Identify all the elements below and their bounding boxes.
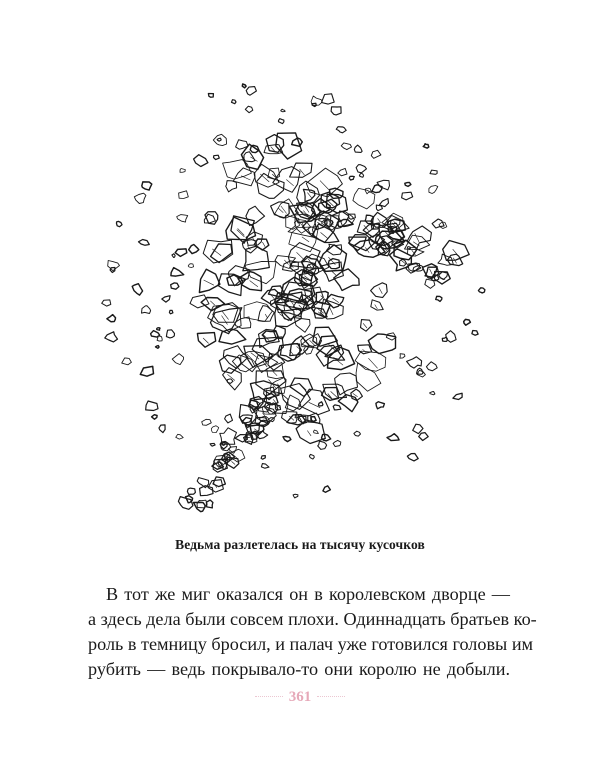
fragment-shape <box>223 368 242 390</box>
fragment-shape <box>194 502 206 511</box>
fragment-shape <box>177 215 188 223</box>
fragment-shape <box>201 298 225 311</box>
fragment-shape <box>279 119 284 124</box>
fragment-crack <box>368 358 377 368</box>
fragment-shape <box>423 144 429 148</box>
fragment-crack <box>232 461 236 464</box>
fragment-shape <box>464 319 471 325</box>
fragment-shape <box>146 401 158 411</box>
fragment-shape <box>203 240 233 263</box>
fragment-shape <box>354 145 362 152</box>
fragment-shape <box>309 454 314 459</box>
fragment-shape <box>171 283 179 289</box>
paragraph-line: рубить — ведь покрывало-то они королю не добыли. <box>88 659 510 679</box>
fragment-shape <box>439 272 448 280</box>
fragment-shape <box>321 299 344 319</box>
fragment-shape <box>400 354 405 359</box>
fragment-shape <box>292 138 303 146</box>
fragment-shape <box>117 221 123 226</box>
fragment-crack <box>300 384 306 390</box>
fragment-crack <box>332 298 338 303</box>
fragment-shape <box>169 310 173 313</box>
fragment-crack <box>260 174 269 182</box>
fragment-crack <box>375 305 378 309</box>
fragment-shape <box>261 456 265 460</box>
fragment-shape <box>152 415 158 420</box>
fragment-shape <box>199 269 220 292</box>
fragment-shape <box>426 362 437 371</box>
fragment-shape <box>293 494 298 498</box>
fragment-shape <box>217 138 221 141</box>
fragment-crack <box>286 180 293 186</box>
fragment-crack <box>241 176 250 180</box>
fragment-crack <box>265 314 268 318</box>
fragment-shape <box>140 366 153 376</box>
fragment-shape <box>246 206 265 225</box>
fragment-shape <box>211 426 218 433</box>
fragment-shape <box>281 109 285 112</box>
fragment-shape <box>250 145 259 152</box>
fragment-shape <box>376 402 385 409</box>
fragment-shape <box>102 300 111 306</box>
fragment-crack <box>320 181 330 191</box>
fragment-shape <box>179 191 189 199</box>
fragment-shape <box>407 357 422 368</box>
fragment-shape <box>323 486 331 492</box>
fragment-shape <box>430 392 435 395</box>
fragment-shape <box>334 269 360 291</box>
fragment-crack <box>297 252 306 260</box>
fragment-crack <box>262 242 265 247</box>
fragment-shape <box>402 192 413 200</box>
fragment-shape <box>176 434 184 439</box>
fragment-shape <box>306 168 342 197</box>
fragment-crack <box>222 311 229 320</box>
fragment-shape <box>355 351 386 371</box>
fragment-shape <box>429 186 438 194</box>
fragment-shape <box>361 320 372 332</box>
fragment-shape <box>132 284 142 295</box>
fragment-shape <box>139 240 150 246</box>
fragment-shape <box>134 193 146 203</box>
fragment-shape <box>338 168 347 175</box>
page-number: 361 <box>288 689 312 705</box>
fragment-shape <box>244 152 255 162</box>
fragment-crack <box>302 237 309 242</box>
fragment-shape <box>419 433 429 441</box>
fragment-shape <box>341 143 351 150</box>
fragment-shape <box>189 245 199 254</box>
fragment-shape <box>472 331 478 336</box>
fragment-crack <box>237 230 245 237</box>
fragment-shape <box>322 434 331 441</box>
fragment-crack <box>378 218 381 222</box>
fragment-shape <box>188 264 193 268</box>
fragment-shape <box>371 150 381 158</box>
fragment-shape <box>261 464 269 469</box>
fragment-shape <box>368 334 395 354</box>
fragment-shape <box>394 240 417 260</box>
fragment-crack <box>379 288 382 294</box>
fragment-shape <box>171 268 184 277</box>
fragment-shape <box>413 424 423 433</box>
fragment-shape <box>354 431 361 436</box>
fragment-shape <box>157 336 162 341</box>
fragment-shape <box>453 393 462 399</box>
fragment-shape <box>175 249 187 257</box>
fragment-shape <box>311 417 316 422</box>
fragment-shape <box>122 358 132 365</box>
fragment-shape <box>107 315 116 322</box>
fragment-shape <box>180 169 185 173</box>
fragment-shape <box>349 176 354 180</box>
fragment-shape <box>425 279 435 288</box>
fragment-crack <box>363 323 367 328</box>
fragment-shape <box>407 454 418 461</box>
fragment-shape <box>371 283 388 298</box>
fragment-crack <box>203 338 209 343</box>
fragment-shape <box>213 134 226 145</box>
fragment-crack <box>238 228 245 235</box>
fragment-shape <box>211 244 233 263</box>
fragment-shape <box>243 246 269 270</box>
fragment-shape <box>162 296 170 302</box>
fragment-shape <box>372 185 382 193</box>
fragment-shape <box>232 100 237 104</box>
fragment-shape <box>159 425 165 433</box>
fragment-shape <box>210 443 215 446</box>
fragment-shape <box>436 296 442 301</box>
fragment-crack <box>430 269 433 274</box>
fragment-shape <box>225 414 233 423</box>
fragment-shape <box>142 306 151 314</box>
shatter-drawing <box>95 55 495 520</box>
paragraph-line: а здесь дела были совсем плохи. Одиннадцать братьев ко- <box>88 609 537 629</box>
fragment-shape <box>157 328 160 331</box>
fragment-shape <box>290 378 312 396</box>
fragment-crack <box>415 233 419 242</box>
fragment-shape <box>359 173 363 177</box>
illustration-caption: Ведьма разлетелась на тысячу кусочков <box>175 537 425 552</box>
fragment-shape <box>172 254 175 258</box>
fragment-shape <box>227 379 233 383</box>
fragment-shape <box>281 310 294 321</box>
fragment-crack <box>250 281 258 287</box>
fragment-shape <box>333 440 341 446</box>
fragment-shape <box>331 107 341 115</box>
fragment-crack <box>307 431 311 436</box>
fragment-shape <box>478 288 485 293</box>
page-number-ornament <box>255 686 346 706</box>
fragment-shape <box>202 419 212 425</box>
fragment-shape <box>194 155 208 167</box>
fragment-shape <box>283 437 291 442</box>
fragment-shape <box>400 259 407 266</box>
fragment-crack <box>210 301 215 305</box>
fragment-shape <box>430 170 437 174</box>
fragment-crack <box>281 206 287 214</box>
fragment-crack <box>307 193 311 198</box>
fragment-shape <box>356 165 366 173</box>
fragment-shape <box>197 333 215 348</box>
fragment-shape <box>314 430 319 434</box>
fragment-shape <box>318 441 327 449</box>
story-paragraph <box>88 582 537 682</box>
fragment-shape <box>294 318 310 333</box>
fragment-shape <box>318 402 323 406</box>
fragment-shape <box>246 87 256 96</box>
fragment-shape <box>226 181 237 192</box>
fragment-crack <box>278 208 283 213</box>
witch-shatter-illustration <box>95 55 495 520</box>
fragment-crack <box>321 232 328 238</box>
fragment-shape <box>432 219 444 228</box>
fragment-shape <box>208 94 213 98</box>
page-number-footer <box>0 686 600 706</box>
fragment-shape <box>333 405 341 410</box>
fragment-crack <box>331 391 338 397</box>
fragment-shape <box>214 155 220 159</box>
fragment-shape <box>156 346 160 349</box>
fragment-shape <box>322 94 335 104</box>
fragment-shape <box>379 199 388 207</box>
fragment-shape <box>443 241 470 261</box>
fragment-shape <box>187 488 195 494</box>
fragment-shape <box>242 84 246 88</box>
fragment-shape <box>405 183 411 187</box>
fragment-crack <box>204 280 214 285</box>
fragment-shape <box>105 332 118 342</box>
fragment-shape <box>245 106 253 113</box>
fragment-shape <box>407 226 431 248</box>
fragment-shape <box>142 182 152 190</box>
paragraph-line: В тот же миг оказался он в королевском дворце — <box>106 584 510 604</box>
fragment-shape <box>356 363 381 391</box>
paragraph-line: роль в темницу бросил, и палач уже готовился головы им <box>88 634 534 654</box>
fragment-shape <box>387 434 399 441</box>
fragment-shape <box>166 330 174 338</box>
fragment-shape <box>336 127 346 133</box>
fragment-shape <box>172 354 183 365</box>
fragment-shape <box>108 261 120 271</box>
